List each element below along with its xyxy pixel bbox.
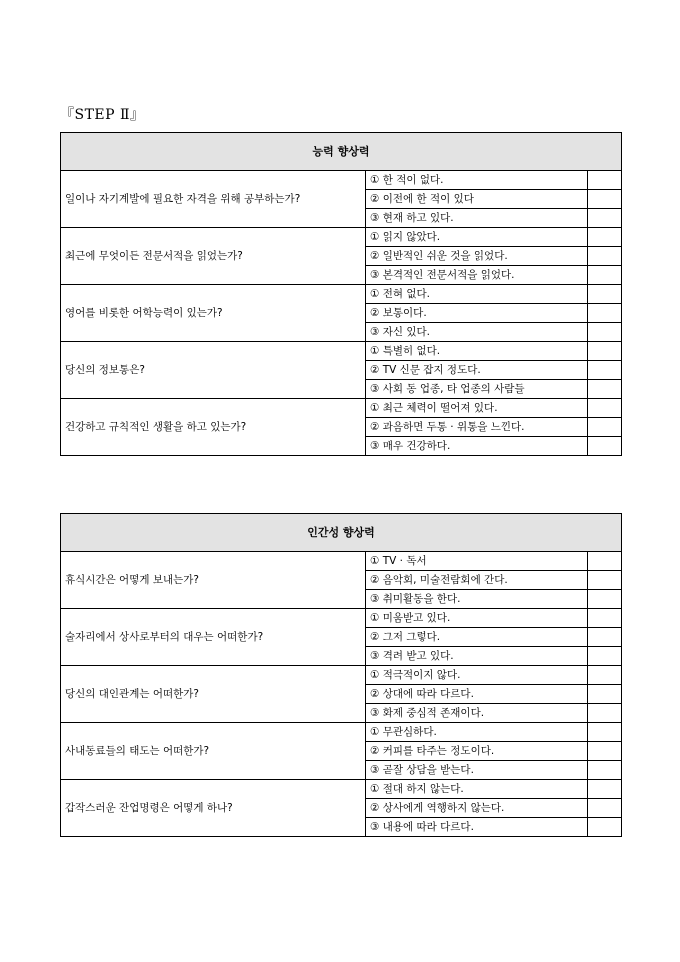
answer-check-cell[interactable] (588, 285, 622, 304)
page-heading: 『STEP Ⅱ』 (60, 107, 145, 123)
answer-option: ① 미움받고 있다. (366, 609, 588, 628)
answer-check-cell[interactable] (588, 342, 622, 361)
answer-option: ③ 본격적인 전문서적을 읽었다. (366, 266, 588, 285)
answer-check-cell[interactable] (588, 437, 622, 456)
answer-option: ② 그저 그렇다. (366, 628, 588, 647)
question-text: 최근에 무엇이든 전문서적을 읽었는가? (61, 228, 366, 285)
answer-option: ① 특별히 없다. (366, 342, 588, 361)
answer-option: ① 절대 하지 않는다. (366, 780, 588, 799)
answer-option: ② TV 신문 잡지 정도다. (366, 361, 588, 380)
answer-option: ③ 격려 받고 있다. (366, 647, 588, 666)
answer-check-cell[interactable] (588, 666, 622, 685)
answer-check-cell[interactable] (588, 723, 622, 742)
answer-option: ① 최근 체력이 떨어져 있다. (366, 399, 588, 418)
answer-check-cell[interactable] (588, 571, 622, 590)
answer-option: ② 상사에게 역행하지 않는다. (366, 799, 588, 818)
answer-option: ① 전혀 없다. (366, 285, 588, 304)
question-text: 휴식시간은 어떻게 보내는가? (61, 552, 366, 609)
answer-check-cell[interactable] (588, 761, 622, 780)
question-text: 일이나 자기계발에 필요한 자격을 위해 공부하는가? (61, 171, 366, 228)
answer-option: ③ 취미활동을 한다. (366, 590, 588, 609)
question-text: 갑작스러운 잔업명령은 어떻게 하나? (61, 780, 366, 837)
answer-option: ② 상대에 따라 다르다. (366, 685, 588, 704)
answer-check-cell[interactable] (588, 704, 622, 723)
answer-option: ② 보통이다. (366, 304, 588, 323)
answer-option: ② 음악회, 미술전람회에 간다. (366, 571, 588, 590)
answer-check-cell[interactable] (588, 228, 622, 247)
option-row (61, 342, 622, 361)
answer-check-cell[interactable] (588, 647, 622, 666)
answer-check-cell[interactable] (588, 266, 622, 285)
answer-check-cell[interactable] (588, 628, 622, 647)
answer-check-cell[interactable] (588, 304, 622, 323)
option-row (61, 666, 622, 685)
option-row (61, 399, 622, 418)
answer-option: ③ 화제 중심적 존재이다. (366, 704, 588, 723)
question-text: 건강하고 규칙적인 생활을 하고 있는가? (61, 399, 366, 456)
answer-check-cell[interactable] (588, 190, 622, 209)
answer-option: ③ 매우 건강하다. (366, 437, 588, 456)
answer-option: ② 과음하면 두통 · 위통을 느낀다. (366, 418, 588, 437)
question-text: 영어를 비롯한 어학능력이 있는가? (61, 285, 366, 342)
answer-check-cell[interactable] (588, 247, 622, 266)
answer-option: ③ 내용에 따라 다르다. (366, 818, 588, 837)
personality-improvement-table (60, 513, 622, 837)
answer-check-cell[interactable] (588, 799, 622, 818)
answer-option: ② 일반적인 쉬운 것을 읽었다. (366, 247, 588, 266)
answer-check-cell[interactable] (588, 323, 622, 342)
question-list (61, 552, 622, 837)
answer-check-cell[interactable] (588, 171, 622, 190)
answer-option: ① 적극적이지 않다. (366, 666, 588, 685)
option-row (61, 780, 622, 799)
answer-check-cell[interactable] (588, 552, 622, 571)
answer-check-cell[interactable] (588, 609, 622, 628)
question-text: 사내동료들의 태도는 어떠한가? (61, 723, 366, 780)
answer-option: ③ 사회 동 업종, 타 업종의 사람들 (366, 380, 588, 399)
answer-option: ② 커피를 타주는 정도이다. (366, 742, 588, 761)
section-title: 능력 향상력 (61, 133, 622, 171)
answer-option: ③ 현재 하고 있다. (366, 209, 588, 228)
answer-check-cell[interactable] (588, 361, 622, 380)
question-text: 당신의 대인관계는 어떠한가? (61, 666, 366, 723)
answer-option: ① 한 적이 없다. (366, 171, 588, 190)
answer-check-cell[interactable] (588, 742, 622, 761)
option-row (61, 723, 622, 742)
answer-option: ③ 곧잘 상담을 받는다. (366, 761, 588, 780)
section-title: 인간성 향상력 (61, 514, 622, 552)
answer-check-cell[interactable] (588, 685, 622, 704)
question-text: 술자리에서 상사로부터의 대우는 어떠한가? (61, 609, 366, 666)
answer-check-cell[interactable] (588, 418, 622, 437)
answer-check-cell[interactable] (588, 590, 622, 609)
answer-check-cell[interactable] (588, 399, 622, 418)
option-row (61, 552, 622, 571)
answer-option: ② 이전에 한 적이 있다 (366, 190, 588, 209)
answer-check-cell[interactable] (588, 780, 622, 799)
answer-option: ③ 자신 있다. (366, 323, 588, 342)
option-row (61, 609, 622, 628)
answer-option: ① TV · 독서 (366, 552, 588, 571)
answer-check-cell[interactable] (588, 818, 622, 837)
answer-check-cell[interactable] (588, 209, 622, 228)
question-text: 당신의 정보통은? (61, 342, 366, 399)
ability-improvement-table (60, 132, 622, 456)
question-list (61, 171, 622, 456)
option-row (61, 228, 622, 247)
answer-option: ① 무관심하다. (366, 723, 588, 742)
option-row (61, 285, 622, 304)
option-row (61, 171, 622, 190)
answer-check-cell[interactable] (588, 380, 622, 399)
answer-option: ① 읽지 않았다. (366, 228, 588, 247)
